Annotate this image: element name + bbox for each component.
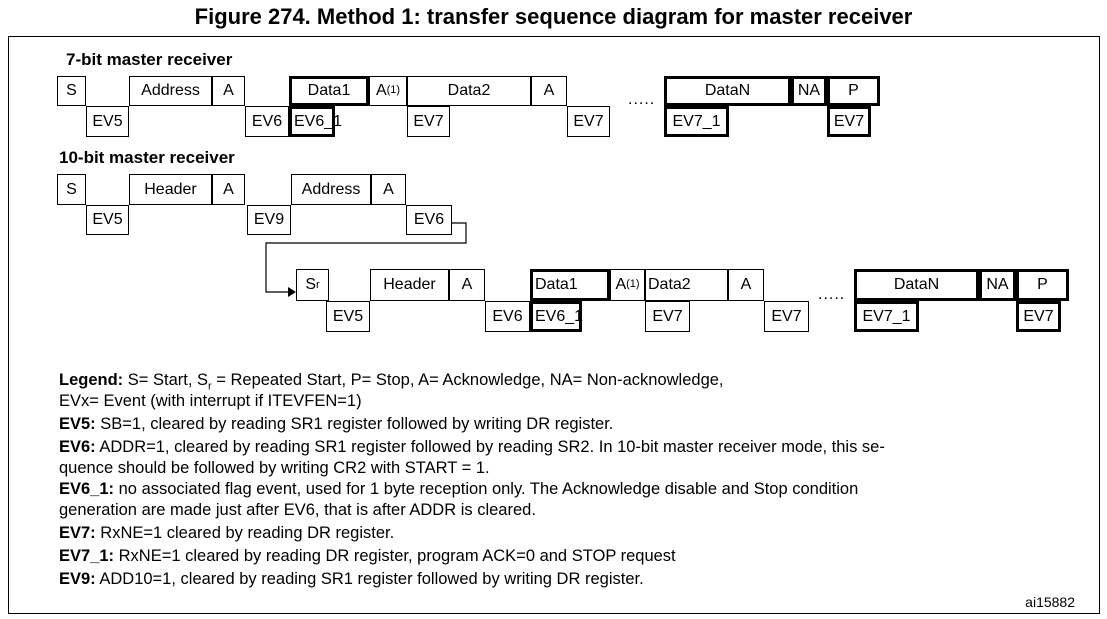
continuation-dots: ..... (818, 286, 846, 303)
legend-text: = Repeated Start, P= Stop, A= Acknowledge, NA= Non-acknowledge, (211, 371, 724, 389)
ack-note-cell: A $^{(1)}$ (610, 269, 645, 301)
legend-ev9 (59, 569, 1079, 590)
legend-ev6-1-text: no associated flag event, used for 1 byte reception only. The Acknowledge disable and Stop condition (114, 480, 859, 498)
header-cell: Header (129, 174, 212, 205)
sr-label: S (305, 276, 316, 293)
section-title-7bit: 7-bit master receiver (66, 50, 233, 69)
legend (59, 370, 1079, 590)
legend-ev6-1-label: EV6_1: (59, 480, 115, 498)
event-ev7: EV7 (1016, 301, 1061, 332)
legend-ev6 (59, 437, 1079, 458)
event-ev5: EV5 (326, 301, 370, 332)
legend-ev9-label: EV9: (59, 570, 96, 588)
start-cell: S (57, 174, 86, 205)
ack-cell: A (212, 174, 245, 205)
legend-ev6-cont: quence should be followed by writing CR2 with START = 1. (59, 459, 490, 477)
event-ev7-1: EV7_1 (854, 301, 919, 332)
event-ev6-1: EV6_1 (530, 301, 582, 332)
legend-ev6-1-cont: generation are made just after EV6, that is after ADDR is cleared. (59, 501, 536, 519)
event-ev6: EV6 (485, 301, 530, 332)
legend-ev9-text: ADD10=1, cleared by reading SR1 register followed by writing DR register. (95, 570, 644, 588)
event-ev7: EV7 (827, 106, 871, 137)
address-cell: Address (129, 76, 212, 106)
ack-label: A (375, 82, 387, 99)
legend-text: S= Start, S (123, 371, 209, 389)
start-cell: S (57, 76, 86, 106)
legend-ev6-1 (59, 479, 1079, 500)
address-cell: Address (291, 174, 371, 205)
continuation-dots: ..... (628, 91, 656, 108)
legend-ev7-text: RxNE=1 cleared by reading DR register. (95, 524, 395, 542)
event-ev5: EV5 (86, 205, 129, 235)
legend-ev5-label: EV5: (59, 415, 96, 433)
ack-cell: A (531, 76, 567, 106)
nack-cell: NA (979, 269, 1016, 301)
event-ev5: EV5 (86, 106, 129, 137)
legend-ev7-1-label: EV7_1: (59, 547, 115, 565)
event-ev7: EV7 (567, 106, 610, 137)
ack-note-cell: A $^{(1)}$ (369, 76, 407, 106)
arrow-head-icon (288, 287, 296, 297)
ack-cell: A (449, 269, 485, 301)
event-ev9: EV9 (247, 205, 291, 235)
data1-cell: Data1 (289, 76, 369, 106)
repeated-start-cell: S r (296, 269, 329, 301)
legend-ev7-1-text: RxNE=1 cleared by reading DR register, program ACK=0 and STOP request (114, 547, 676, 565)
header-cell: Header (370, 269, 449, 301)
data1-cell: Data1 (530, 269, 610, 301)
legend-ev6-label: EV6: (59, 438, 96, 456)
legend-ev5 (59, 414, 1079, 435)
event-ev6: EV6 (406, 205, 452, 235)
legend-line (59, 370, 1079, 391)
legend-line: EVx= Event (with interrupt if ITEVFEN=1) (59, 392, 362, 410)
legend-ev5-text: SB=1, cleared by reading SR1 register followed by writing DR register. (95, 415, 614, 433)
legend-ev6-text: ADDR=1, cleared by reading SR1 register followed by reading SR2. In 10-bit master receiver mode, this se- (95, 438, 885, 456)
section-title-10bit: 10-bit master receiver (59, 148, 235, 167)
legend-subscript: r (208, 380, 212, 393)
event-ev7-1: EV7_1 (664, 106, 729, 137)
event-ev7: EV7 (407, 106, 450, 137)
stop-cell: P (827, 76, 880, 106)
legend-ev7-1 (59, 546, 1079, 567)
data2-cell: Data2 (407, 76, 531, 106)
figure-title: Figure 274. Method 1: transfer sequence diagram for master receiver (194, 4, 913, 29)
legend-ev7 (59, 523, 1079, 544)
legend-ev7-label: EV7: (59, 524, 96, 542)
ack-cell: A (728, 269, 764, 301)
data2-cell: Data2 (645, 269, 728, 301)
ack-label: A (615, 276, 627, 293)
ack-cell: A (371, 174, 406, 205)
ack-cell: A (212, 76, 245, 106)
dataN-cell: DataN (854, 269, 979, 301)
legend-label: Legend: (59, 371, 124, 389)
event-ev7: EV7 (764, 301, 809, 332)
event-ev6: EV6 (245, 106, 289, 137)
event-ev6-1: EV6_1 (289, 106, 335, 137)
stop-cell: P (1016, 269, 1069, 301)
event-ev7: EV7 (645, 301, 690, 332)
dataN-cell: DataN (664, 76, 791, 106)
nack-cell: NA (791, 76, 827, 106)
figure-reference-code: ai15882 (1025, 594, 1075, 610)
